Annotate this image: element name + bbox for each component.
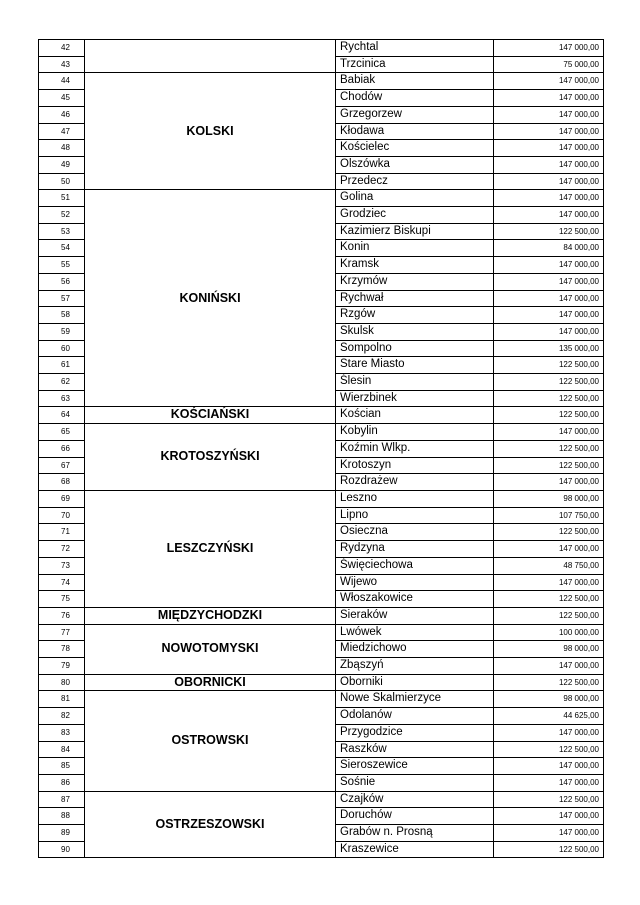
row-number: 49: [39, 156, 85, 173]
table-row: [39, 407, 604, 424]
amount-value: 147 000,00: [494, 173, 604, 190]
municipality-name: Kobylin: [336, 424, 494, 441]
row-number: 73: [39, 557, 85, 574]
amount-value: 147 000,00: [494, 90, 604, 107]
row-number: 63: [39, 390, 85, 407]
municipality-name: Wierzbinek: [336, 390, 494, 407]
municipality-name: Kramsk: [336, 257, 494, 274]
table-row: [39, 791, 604, 808]
amount-value: 147 000,00: [494, 106, 604, 123]
municipality-name: Włoszakowice: [336, 591, 494, 608]
row-number: 52: [39, 207, 85, 224]
municipality-name: Sieraków: [336, 607, 494, 624]
municipality-name: Koźmin Wlkp.: [336, 440, 494, 457]
row-number: 80: [39, 674, 85, 691]
amount-value: 75 000,00: [494, 56, 604, 73]
amount-value: 147 000,00: [494, 774, 604, 791]
municipality-name: Ślesin: [336, 374, 494, 391]
municipality-name: Leszno: [336, 490, 494, 507]
row-number: 81: [39, 691, 85, 708]
row-number: 79: [39, 658, 85, 675]
amount-value: 122 500,00: [494, 390, 604, 407]
row-number: 88: [39, 808, 85, 825]
row-number: 69: [39, 490, 85, 507]
row-number: 83: [39, 724, 85, 741]
amount-value: 122 500,00: [494, 374, 604, 391]
row-number: 64: [39, 407, 85, 424]
row-number: 45: [39, 90, 85, 107]
municipality-name: Chodów: [336, 90, 494, 107]
municipality-name: Sośnie: [336, 774, 494, 791]
row-number: 59: [39, 323, 85, 340]
allocation-table-body: [39, 40, 604, 858]
municipality-name: Osieczna: [336, 524, 494, 541]
amount-value: 147 000,00: [494, 307, 604, 324]
municipality-name: Nowe Skalmierzyce: [336, 691, 494, 708]
allocation-table: [38, 39, 604, 858]
municipality-name: Stare Miasto: [336, 357, 494, 374]
county-name: OSTROWSKI: [85, 691, 336, 791]
row-number: 51: [39, 190, 85, 207]
row-number: 68: [39, 474, 85, 491]
county-name: OBORNICKI: [85, 674, 336, 691]
row-number: 56: [39, 273, 85, 290]
row-number: 74: [39, 574, 85, 591]
row-number: 86: [39, 774, 85, 791]
amount-value: 147 000,00: [494, 190, 604, 207]
municipality-name: Lipno: [336, 507, 494, 524]
table-row: [39, 607, 604, 624]
table-row: [39, 190, 604, 207]
amount-value: 147 000,00: [494, 140, 604, 157]
municipality-name: Kościelec: [336, 140, 494, 157]
municipality-name: Grodziec: [336, 207, 494, 224]
row-number: 47: [39, 123, 85, 140]
municipality-name: Sieroszewice: [336, 758, 494, 775]
amount-value: 48 750,00: [494, 557, 604, 574]
amount-value: 122 500,00: [494, 440, 604, 457]
amount-value: 147 000,00: [494, 825, 604, 842]
municipality-name: Odolanów: [336, 708, 494, 725]
municipality-name: Oborniki: [336, 674, 494, 691]
amount-value: 107 750,00: [494, 507, 604, 524]
amount-value: 98 000,00: [494, 641, 604, 658]
amount-value: 122 500,00: [494, 407, 604, 424]
municipality-name: Święciechowa: [336, 557, 494, 574]
amount-value: 122 500,00: [494, 524, 604, 541]
amount-value: 147 000,00: [494, 273, 604, 290]
amount-value: 84 000,00: [494, 240, 604, 257]
municipality-name: Rychtal: [336, 40, 494, 57]
table-row: [39, 691, 604, 708]
municipality-name: Wijewo: [336, 574, 494, 591]
county-name: LESZCZYŃSKI: [85, 490, 336, 607]
row-number: 54: [39, 240, 85, 257]
row-number: 78: [39, 641, 85, 658]
municipality-name: Skulsk: [336, 323, 494, 340]
row-number: 66: [39, 440, 85, 457]
row-number: 62: [39, 374, 85, 391]
amount-value: 147 000,00: [494, 724, 604, 741]
municipality-name: Czajków: [336, 791, 494, 808]
row-number: 72: [39, 541, 85, 558]
municipality-name: Rychwał: [336, 290, 494, 307]
municipality-name: Przedecz: [336, 173, 494, 190]
municipality-name: Trzcinica: [336, 56, 494, 73]
row-number: 85: [39, 758, 85, 775]
row-number: 53: [39, 223, 85, 240]
amount-value: 147 000,00: [494, 541, 604, 558]
table-row: [39, 624, 604, 641]
municipality-name: Kłodawa: [336, 123, 494, 140]
municipality-name: Olszówka: [336, 156, 494, 173]
amount-value: 122 500,00: [494, 357, 604, 374]
amount-value: 147 000,00: [494, 574, 604, 591]
municipality-name: Rydzyna: [336, 541, 494, 558]
table-row: [39, 73, 604, 90]
row-number: 82: [39, 708, 85, 725]
table-row: [39, 424, 604, 441]
municipality-name: Rozdrażew: [336, 474, 494, 491]
row-number: 57: [39, 290, 85, 307]
municipality-name: Rzgów: [336, 307, 494, 324]
municipality-name: Raszków: [336, 741, 494, 758]
table-row: [39, 40, 604, 57]
municipality-name: Grzegorzew: [336, 106, 494, 123]
row-number: 77: [39, 624, 85, 641]
amount-value: 100 000,00: [494, 624, 604, 641]
municipality-name: Lwówek: [336, 624, 494, 641]
row-number: 44: [39, 73, 85, 90]
amount-value: 147 000,00: [494, 123, 604, 140]
amount-value: 98 000,00: [494, 691, 604, 708]
municipality-name: Sompolno: [336, 340, 494, 357]
row-number: 65: [39, 424, 85, 441]
amount-value: 147 000,00: [494, 257, 604, 274]
row-number: 67: [39, 457, 85, 474]
county-name: KOLSKI: [85, 73, 336, 190]
amount-value: 147 000,00: [494, 424, 604, 441]
row-number: 75: [39, 591, 85, 608]
row-number: 60: [39, 340, 85, 357]
amount-value: 122 500,00: [494, 457, 604, 474]
municipality-name: Babiak: [336, 73, 494, 90]
amount-value: 147 000,00: [494, 474, 604, 491]
row-number: 71: [39, 524, 85, 541]
municipality-name: Zbąszyń: [336, 658, 494, 675]
row-number: 61: [39, 357, 85, 374]
county-name: [85, 40, 336, 73]
amount-value: 122 500,00: [494, 841, 604, 858]
municipality-name: Krotoszyn: [336, 457, 494, 474]
amount-value: 122 500,00: [494, 223, 604, 240]
municipality-name: Kazimierz Biskupi: [336, 223, 494, 240]
municipality-name: Kościan: [336, 407, 494, 424]
amount-value: 122 500,00: [494, 674, 604, 691]
county-name: KOŚCIAŃSKI: [85, 407, 336, 424]
amount-value: 147 000,00: [494, 808, 604, 825]
amount-value: 147 000,00: [494, 323, 604, 340]
amount-value: 147 000,00: [494, 73, 604, 90]
county-name: NOWOTOMYSKI: [85, 624, 336, 674]
county-name: KROTOSZYŃSKI: [85, 424, 336, 491]
table-row: [39, 490, 604, 507]
amount-value: 147 000,00: [494, 658, 604, 675]
row-number: 58: [39, 307, 85, 324]
municipality-name: Konin: [336, 240, 494, 257]
amount-value: 135 000,00: [494, 340, 604, 357]
amount-value: 98 000,00: [494, 490, 604, 507]
row-number: 46: [39, 106, 85, 123]
municipality-name: Krzymów: [336, 273, 494, 290]
county-name: MIĘDZYCHODZKI: [85, 607, 336, 624]
county-name: KONIŃSKI: [85, 190, 336, 407]
amount-value: 122 500,00: [494, 741, 604, 758]
amount-value: 147 000,00: [494, 156, 604, 173]
municipality-name: Grabów n. Prosną: [336, 825, 494, 842]
row-number: 89: [39, 825, 85, 842]
municipality-name: Przygodzice: [336, 724, 494, 741]
amount-value: 122 500,00: [494, 591, 604, 608]
row-number: 84: [39, 741, 85, 758]
row-number: 48: [39, 140, 85, 157]
row-number: 43: [39, 56, 85, 73]
municipality-name: Kraszewice: [336, 841, 494, 858]
row-number: 76: [39, 607, 85, 624]
amount-value: 44 625,00: [494, 708, 604, 725]
row-number: 90: [39, 841, 85, 858]
row-number: 55: [39, 257, 85, 274]
municipality-name: Miedzichowo: [336, 641, 494, 658]
amount-value: 122 500,00: [494, 607, 604, 624]
municipality-name: Doruchów: [336, 808, 494, 825]
amount-value: 147 000,00: [494, 758, 604, 775]
row-number: 87: [39, 791, 85, 808]
row-number: 70: [39, 507, 85, 524]
amount-value: 147 000,00: [494, 40, 604, 57]
amount-value: 147 000,00: [494, 207, 604, 224]
table-row: [39, 674, 604, 691]
municipality-name: Golina: [336, 190, 494, 207]
row-number: 42: [39, 40, 85, 57]
amount-value: 147 000,00: [494, 290, 604, 307]
amount-value: 122 500,00: [494, 791, 604, 808]
row-number: 50: [39, 173, 85, 190]
county-name: OSTRZESZOWSKI: [85, 791, 336, 858]
